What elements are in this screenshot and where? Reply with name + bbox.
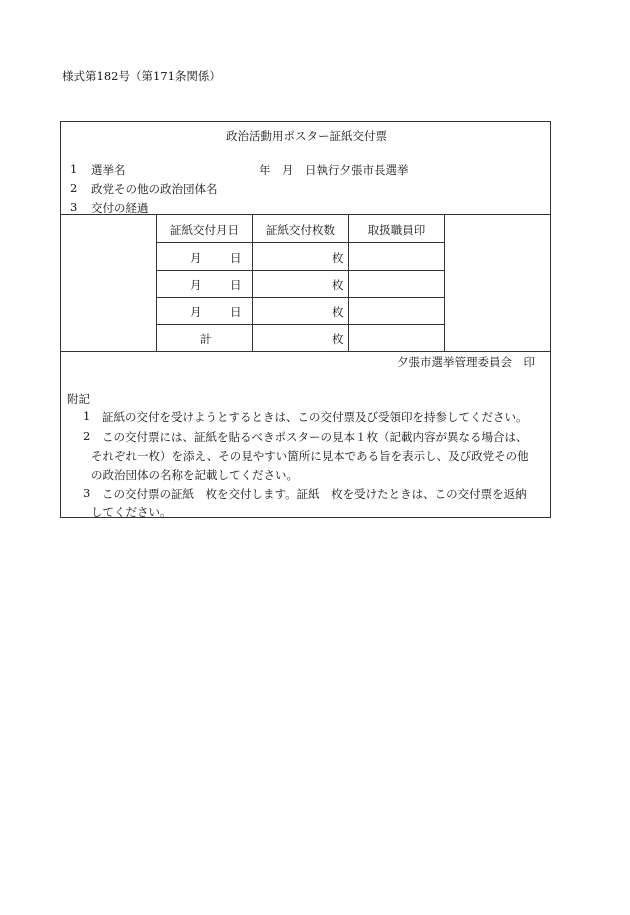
note-2-number: 2 xyxy=(83,429,91,443)
item-1-label: 選挙名 xyxy=(91,163,126,177)
notes-heading: 附記 xyxy=(67,392,90,406)
row-3-month: 月 xyxy=(190,305,202,319)
item-2-number: 2 xyxy=(70,181,78,195)
table-column-border xyxy=(444,214,445,351)
table-bottom-border xyxy=(61,351,550,352)
item-2-label: 政党その他の政治団体名 xyxy=(91,182,218,196)
voucher-form xyxy=(60,121,551,518)
note-1-number: 1 xyxy=(83,409,91,423)
note-2-line-3: の政治団体の名称を記載してください。 xyxy=(91,468,298,482)
total-label: 計 xyxy=(200,332,212,346)
total-count-unit: 枚 xyxy=(332,332,344,346)
row-3-day: 日 xyxy=(230,305,242,319)
row-2-count-unit: 枚 xyxy=(332,278,344,292)
item-3-number: 3 xyxy=(70,200,78,214)
row-3-count-unit: 枚 xyxy=(332,305,344,319)
note-3-line-1: この交付票の証紙 枚を交付します。証紙 枚を受けたときは、この交付票を返納 xyxy=(102,487,527,501)
note-3-line-2: してください。 xyxy=(91,505,172,519)
form-title: 政治活動用ポスター証紙交付票 xyxy=(226,129,387,143)
note-2-line-2: それぞれ一枚）を添え、その見やすい箇所に見本である旨を表示し、及び政党その他 xyxy=(91,449,529,463)
note-1-line-1: 証紙の交付を受けようとするときは、この交付票及び受領印を持参してください。 xyxy=(102,410,528,424)
item-3-label: 交付の経過 xyxy=(91,201,149,215)
header-stamp: 取扱職員印 xyxy=(367,223,426,237)
form-number-label: 様式第182号（第171条関係） xyxy=(62,69,221,83)
item-1-number: 1 xyxy=(70,162,78,176)
row-2-month: 月 xyxy=(190,278,202,292)
row-1-count-unit: 枚 xyxy=(332,251,344,265)
row-1-day: 日 xyxy=(230,251,242,265)
note-3-number: 3 xyxy=(83,486,91,500)
note-2-line-1: この交付票には、証紙を貼るべきポスターの見本１枚（記載内容が異なる場合は、 xyxy=(102,430,528,444)
committee-seal-line: 夕張市選挙管理委員会 印 xyxy=(397,355,535,369)
header-date: 証紙交付月日 xyxy=(170,223,239,237)
row-2-day: 日 xyxy=(230,278,242,292)
table-top-border xyxy=(61,214,550,215)
row-3-border xyxy=(156,324,444,325)
row-1-month: 月 xyxy=(190,251,202,265)
header-count: 証紙交付枚数 xyxy=(266,223,335,237)
row-2-border xyxy=(156,297,444,298)
election-name-value: 年 月 日執行夕張市長選挙 xyxy=(259,163,409,177)
header-row-border xyxy=(156,242,444,243)
row-1-border xyxy=(156,270,444,271)
